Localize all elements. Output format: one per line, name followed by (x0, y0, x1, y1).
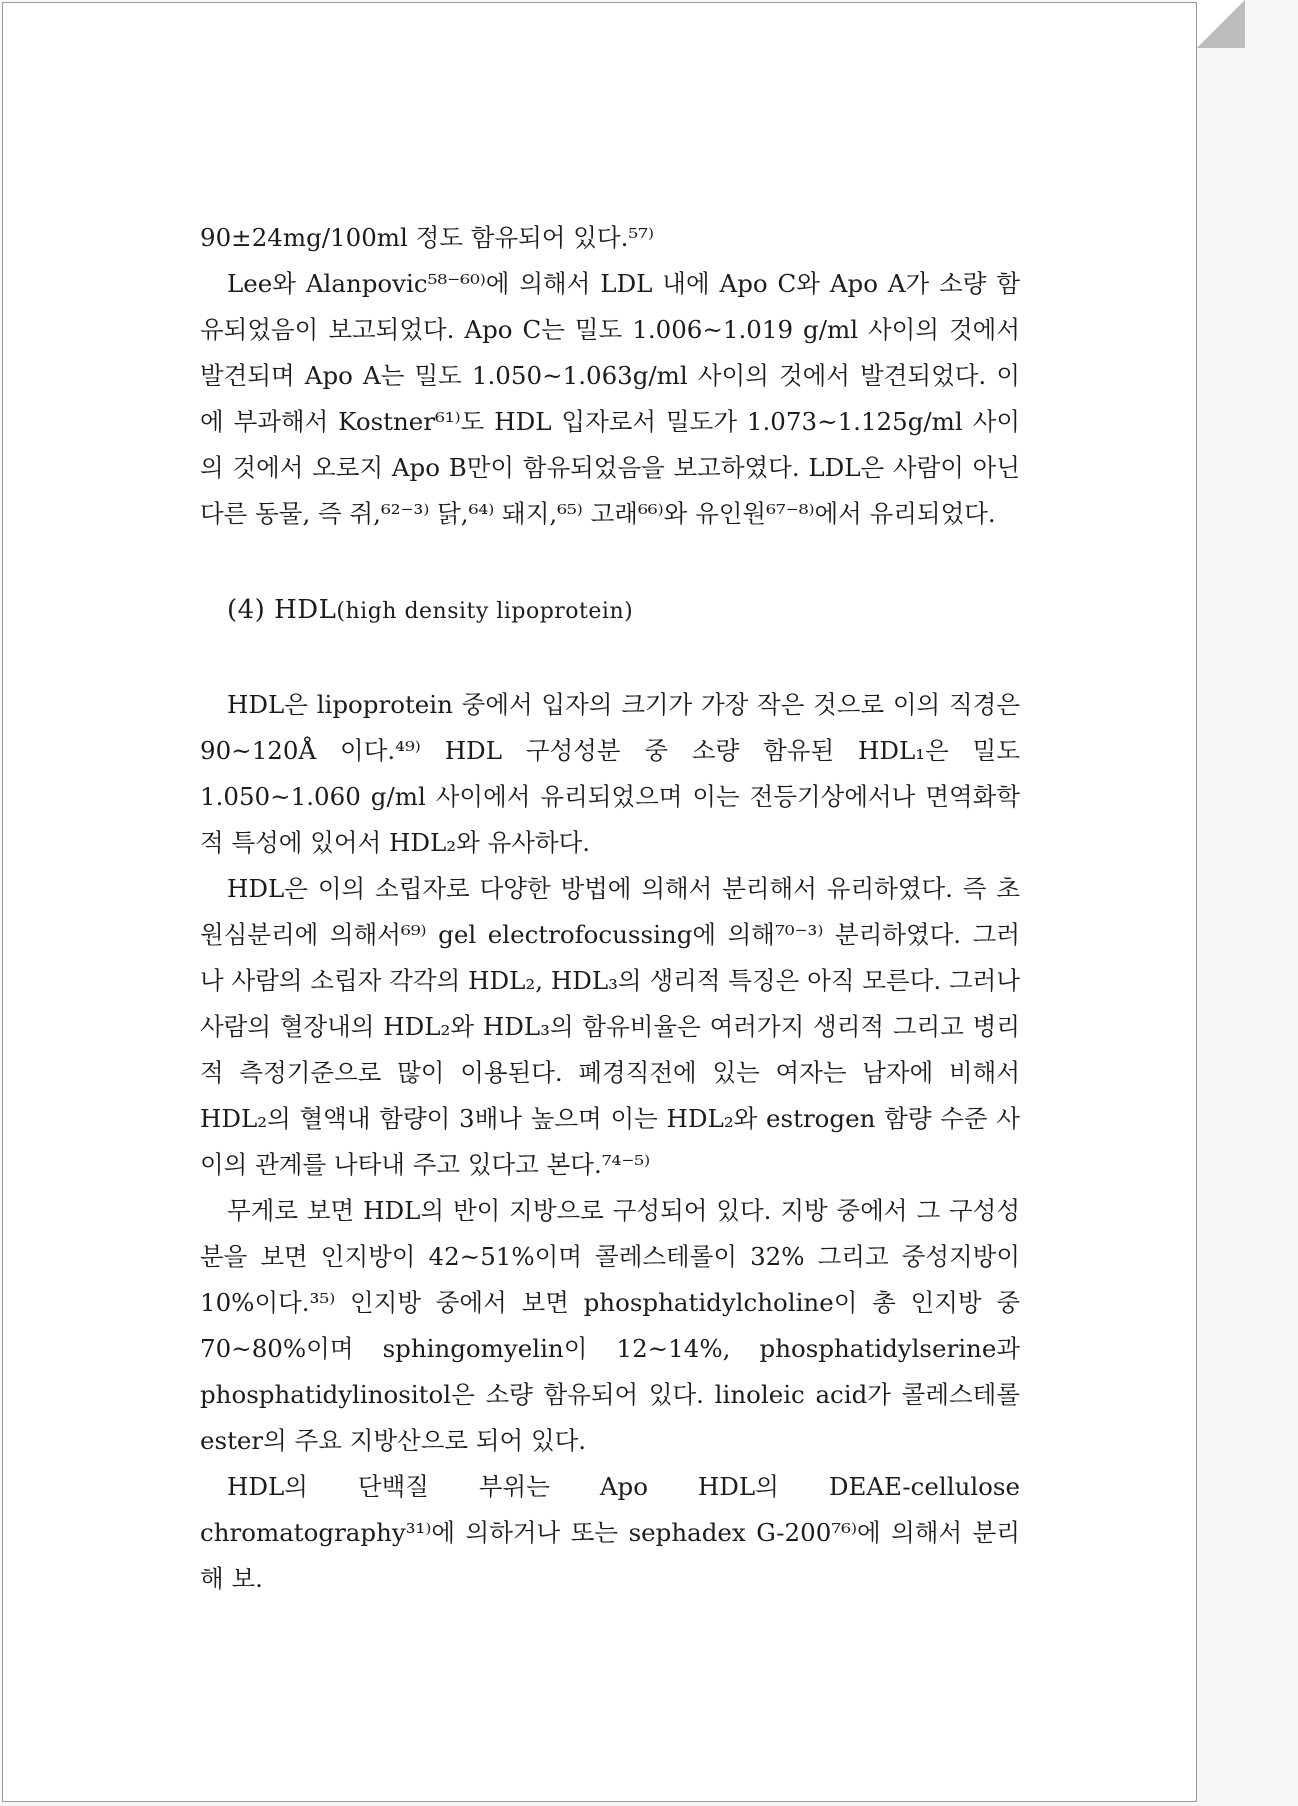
section-number: (4) (227, 595, 266, 625)
paragraph: HDL은 lipoprotein 중에서 입자의 크기가 가장 작은 것으로 이의 직경은 90~120Å 이다.⁴⁹⁾ HDL 구성성분 중 소량 함유된 HDL₁은 밀도 1.050~1.060 g/ml 사이에서 유리되었으며 이는 전등기상에서나 면역화학적 특성에 있어서 HDL₂와 유사하다. (200, 690, 1020, 857)
page (2, 2, 1197, 1802)
section-heading (227, 590, 1020, 632)
page-corner-fold (1197, 0, 1245, 48)
page-body (200, 215, 1020, 1602)
paragraph: Lee와 Alanpovic⁵⁸⁻⁶⁰⁾에 의해서 LDL 내에 Apo C와 Apo A가 소량 함유되었음이 보고되었다. Apo C는 밀도 1.006~1.019 g/ml 사이의 것에서 발견되며 Apo A는 밀도 1.050~1.063g/ml 사이의 것에서 발견되었다. 이에 부과해서 Kostner⁶¹⁾도 HDL 입자로서 밀도가 1.073~1.125g/ml 사이의 것에서 오로지 Apo B만이 함유되었음을 보고하였다. LDL은 사람이 아닌 다른 동물, 즉 쥐,⁶²⁻³⁾ 닭,⁶⁴⁾ 돼지,⁶⁵⁾ 고래⁶⁶⁾와 유인원⁶⁷⁻⁸⁾에서 유리되었다. (200, 269, 1020, 528)
paragraph: HDL은 이의 소립자로 다양한 방법에 의해서 분리해서 유리하였다. 즉 초원심분리에 의해서⁶⁹⁾ gel electrofocussing에 의해⁷⁰⁻³⁾ 분리하였다. 그러나 사람의 소립자 각각의 HDL₂, HDL₃의 생리적 특징은 아직 모른다. 그러나 사람의 혈장내의 HDL₂와 HDL₃의 함유비율은 여러가지 생리적 그리고 병리적 측정기준으로 많이 이용된다. 폐경직전에 있는 여자는 남자에 비해서 HDL₂의 혈액내 함량이 3배나 높으며 이는 HDL₂와 estrogen 함량 수준 사이의 관계를 나타내 주고 있다고 본다.⁷⁴⁻⁵⁾ (200, 874, 1020, 1179)
paragraph: 무게로 보면 HDL의 반이 지방으로 구성되어 있다. 지방 중에서 그 구성성분을 보면 인지방이 42~51%이며 콜레스테롤이 32% 그리고 중성지방이 10%이다.³⁵⁾ 인지방 중에서 보면 phosphatidylcholine이 총 인지방 중 70~80%이며 sphingomyelin이 12~14%, phosphatidylserine과 phosphatidylinositol은 소량 함유되어 있다. linoleic acid가 콜레스테롤 ester의 주요 지방산으로 되어 있다. (200, 1196, 1020, 1455)
paragraph: HDL의 단백질 부위는 Apo HDL의 DEAE-cellulose chromatography³¹⁾에 의하거나 또는 sephadex G-200⁷⁶⁾에 의해서 분리해 보. (200, 1472, 1020, 1593)
section-subtitle: (high density lipoprotein) (336, 599, 634, 624)
paragraph: 90±24mg/100ml 정도 함유되어 있다.⁵⁷⁾ (200, 223, 655, 252)
section-title: HDL (274, 595, 337, 625)
